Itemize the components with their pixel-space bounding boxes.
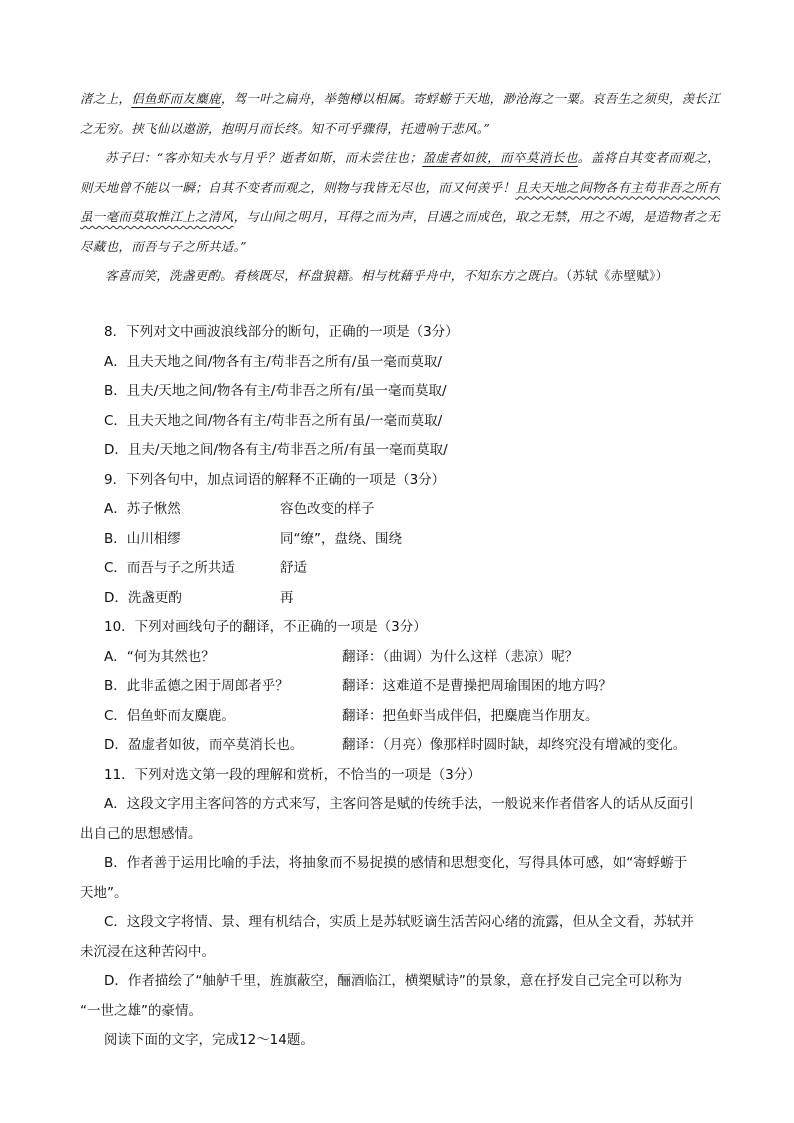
question-8-option-b: B．且夫/天地之间/物各有主/苟非吾之所有/虽一毫而莫取/: [104, 383, 447, 399]
passage-paragraph-2: 苏子曰：“客亦知夫水与月乎？逝者如斯，而未尝往也；盈虚者如彼，而卒莫消长也。盖将自其变者而观之，则天地曾不能以一瞬；自其不变者而观之，则物与我皆无尽也，而又何羡乎！且夫天地之间物各有主苟非吾之所有虽一毫而莫取惟江上之清风，与山间之明月，耳得之而为声，目遇之而成色，取之无禁，用之不竭，是造物者之无尽藏也，而吾与子之所共适。”: [80, 150, 721, 254]
next-reading-instruction: 阅读下面的文字，完成12～14题。: [104, 1032, 314, 1048]
question-11-option-b-cont: 天地”。: [80, 884, 128, 901]
question-11-option-a: A．这段文字用主客问答的方式来写，主客问答是赋的传统手法，一般说来作者借客人的话从反面引: [104, 796, 694, 812]
questions: [80, 318, 724, 1056]
question-8-option-c: C．且夫天地之间/物各有主/苟非吾之所有虽/一毫而莫取/: [104, 412, 443, 429]
question-10-option-a: A．“何为其然也？ 翻译：（曲调）为什么这样（悲凉）呢？: [104, 648, 579, 665]
question-9-stem: 9．下列各句中，加点词语的解释不正确的一项是（3分）: [104, 471, 446, 488]
question-9-option-c: C．而吾与子之所共适 舒适: [104, 560, 307, 576]
question-11-stem: 11．下列对选文第一段的理解和赏析，不恰当的一项是（3分）: [104, 766, 481, 783]
source-citation: （苏轼《赤壁赋》）: [565, 268, 669, 283]
question-10-option-b: B．此非孟德之困于周郎者乎？ 翻译：这难道不是曹操把周瑜围困的地方吗？: [104, 678, 612, 694]
underlined-sentence: 盈虚者如彼，而卒莫消长也: [422, 150, 578, 165]
question-8-option-d: D．且夫/天地之间/物各有主/苟非吾之所/有虽一毫而莫取/: [104, 442, 448, 458]
question-10-option-d: D．盈虚者如彼，而卒莫消长也。 翻译：（月亮）像那样时圆时缺，却终究没有增减的变化。: [104, 737, 687, 753]
question-10-option-c: C．侣鱼虾而友麋鹿。 翻译：把鱼虾当成伴侣，把麋鹿当作朋友。: [104, 707, 599, 724]
underlined-sentence: 侣鱼虾而友麋鹿: [131, 91, 221, 106]
passage-paragraph-1: 渚之上，侣鱼虾而友麋鹿，驾一叶之扁舟，举匏樽以相属。寄蜉蝣于天地，渺沧海之一粟。哀吾生之须臾，羡长江之无穷。挟飞仙以遨游，抱明月而长终。知不可乎骤得，托遗响于悲风。”: [80, 91, 721, 136]
question-8-option-a: A．且夫天地之间/物各有主/苟非吾之所有/虽一毫而莫取/: [104, 353, 442, 370]
question-11-option-c: C．这段文字将情、景、理有机结合，实质上是苏轼贬谪生活苦闷心绪的流露，但从全文看，苏轼并: [104, 914, 694, 930]
wavy-underlined-sentence: 且夫天地之间物各有主苟非吾之所有虽一毫而莫取惟江上之清风: [80, 179, 721, 224]
question-9-option-d: D．洗盏更酌 再: [104, 589, 294, 606]
question-11-option-d: D．作者描绘了“舳舻千里，旌旗蔽空，酾酒临江，横槊赋诗”的景象，意在抒发自己完全可以称为: [104, 973, 682, 989]
question-11-option-a-cont: 出自己的思想感情。: [80, 825, 202, 842]
question-8-stem: 8．下列对文中画波浪线部分的断句，正确的一项是（3分）: [104, 324, 459, 340]
question-11-option-b: B．作者善于运用比喻的手法，将抽象而不易捉摸的感情和思想变化，写得具体可感，如“寄蜉蝣于: [104, 855, 688, 871]
question-11-option-c-cont: 未沉浸在这种苦闷中。: [80, 943, 215, 960]
question-9-option-a: A．苏子愀然 容色改变的样子: [104, 501, 375, 517]
question-10-stem: 10．下列对画线句子的翻译，不正确的一项是（3分）: [104, 619, 427, 635]
passage-paragraph-3: 客喜而笑，洗盏更酌。肴核既尽，杯盘狼籍。相与枕藉乎舟中，不知东方之既白。（苏轼《赤壁赋》）: [105, 268, 669, 283]
question-11-option-d-cont: “一世之雄”的豪情。: [80, 1002, 202, 1019]
reading-passage: [80, 84, 720, 291]
question-9-option-b: B．山川相缪 同“缭”，盘绕、围绕: [104, 530, 402, 547]
